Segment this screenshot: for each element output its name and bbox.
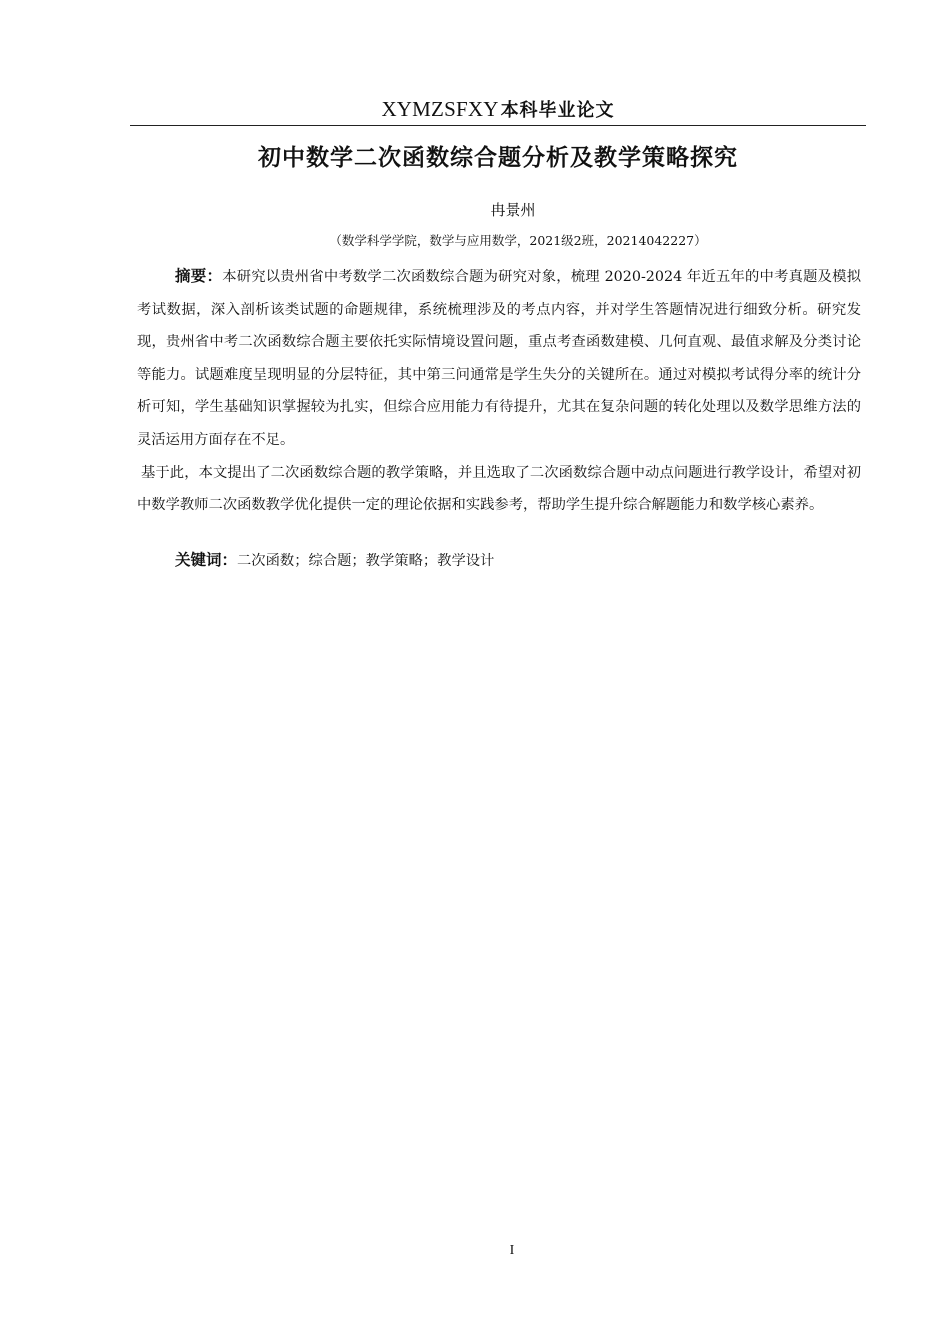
page-number: I <box>509 1243 515 1258</box>
author-affiliation: （数学科学学院，数学与应用数学，2021级2班，20214042227） <box>329 233 707 248</box>
keywords-text: 二次函数；综合题；教学策略；教学设计 <box>237 553 495 569</box>
abstract-paragraph-2: 基于此，本文提出了二次函数综合题的教学策略，并且选取了二次函数综合题中动点问题进行教学设计，希望对初中数学教师二次函数教学优化提供一定的理论依据和实践参考，帮助学生提升综合解题能力和数学核心素养。 <box>137 464 861 514</box>
keywords-label: 关键词： <box>175 551 238 569</box>
abstract-text-1: 本研究以贵州省中考数学二次函数综合题为研究对象，梳理 2020-2024 年近五年的中考真题及模拟考试数据，深入剖析该类试题的命题规律，系统梳理涉及的考点内容，并对学生答题情况进行细致分析。研究发现，贵州省中考二次函数综合题主要依托实际情境设置问题，重点考查函数建模、几何直观、最值求解及分类讨论等能力。试题难度呈现明显的分层特征，其中第三问通常是学生失分的关键所在。通过对模拟考试得分率的统计分析可知，学生基础知识掌握较为扎实，但综合应用能力有待提升，尤其在复杂问题的转化处理以及数学思维方法的灵活运用方面存在不足。 <box>137 269 861 448</box>
abstract-paragraph-1 <box>137 260 861 457</box>
author-name: 冉景州 <box>490 201 536 219</box>
header-label: 本科毕业论文 <box>500 100 615 121</box>
abstract-section <box>137 260 861 522</box>
keywords-section <box>175 545 865 576</box>
header-code: XYMZSFXY <box>381 97 499 121</box>
paper-title: 初中数学二次函数综合题分析及教学策略探究 <box>258 145 738 171</box>
abstract-label: 摘要： <box>175 267 223 285</box>
running-header <box>130 96 866 126</box>
